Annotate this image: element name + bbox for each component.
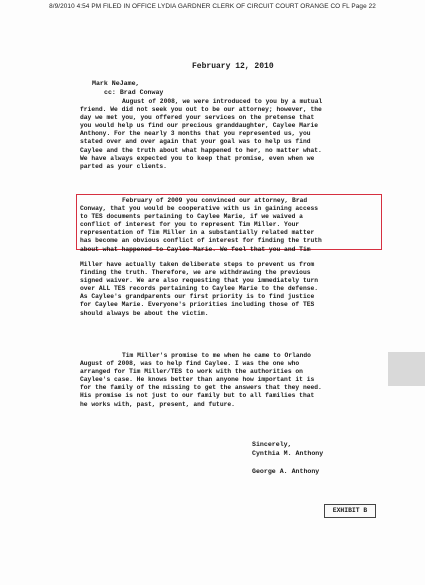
paragraph-line: Tim Miller's promise to me when he came to Orlando — [122, 352, 311, 359]
paragraph-line: Miller have actually taken deliberate steps to prevent us from — [80, 261, 315, 268]
paragraph-line: stated over and over again that your goal was to help us find — [80, 138, 311, 146]
paragraph-line: over ALL TES records pertaining to Caylee Marie to the defense. — [80, 285, 319, 293]
letter-cc: cc: Brad Conway — [104, 89, 164, 96]
paragraph-line: conflict of interest for you to represent Tim Miller. Your — [80, 221, 300, 229]
paragraph-line: Conway, that you would be cooperative with us in gaining access — [80, 205, 319, 213]
paragraph-line: finding the truth. Therefore, we are withdrawing the previous — [80, 269, 311, 277]
paragraph-line: As Caylee's grandparents our first priority is to find justice — [80, 293, 315, 301]
paragraph-4 — [80, 352, 380, 409]
paragraph-line: February of 2009 you convinced our attorney, Brad — [122, 197, 308, 204]
paragraph-line: Caylee's case. He knows better than anyone how important it is — [80, 376, 315, 384]
paragraph-line: arranged for Tim Miller/TES to work with the authorities on — [80, 368, 303, 376]
closing-salutation: Sincerely, — [252, 441, 292, 448]
scan-shadow — [388, 352, 425, 386]
paragraph-line: parted as your clients. — [80, 162, 167, 170]
paragraph-line: for Caylee Marie. Everyone's priorities including those of TES — [80, 301, 315, 309]
letter-date: February 12, 2010 — [192, 62, 274, 71]
paragraph-line: August of 2008, we were introduced to you by a mutual — [122, 98, 323, 105]
exhibit-label: EXHIBIT B — [324, 504, 376, 518]
paragraph-line: to TES documents pertaining to Caylee Marie, if we waived a — [80, 213, 303, 221]
paragraph-line: about what happened to Caylee Marie. We feel that you and Tim — [80, 245, 311, 253]
signer-cynthia: Cynthia M. Anthony — [252, 450, 324, 457]
paragraph-line: you would help us find our precious granddaughter, Caylee Marie — [80, 122, 319, 130]
paragraph-line: August of 2008, was to help find Caylee. I was the one who — [80, 360, 300, 368]
paragraph-line: representation of Tim Miller in a substantially related matter — [80, 229, 315, 237]
paragraph-line: signed waiver. We are also requesting that you immediately turn — [80, 277, 319, 285]
paragraph-line: We have always expected you to keep that promise, even when we — [80, 154, 315, 162]
paragraph-line: should always be about the victim. — [80, 309, 209, 317]
paragraph-line: friend. We did not seek you out to be our attorney; however, the — [80, 106, 322, 114]
paragraph-line: day we met you, you offered your services on the pretense that — [80, 114, 315, 122]
paragraph-1 — [80, 98, 380, 171]
filing-stamp: 8/9/2010 4:54 PM FILED IN OFFICE LYDIA GARDNER CLERK OF CIRCUIT COURT ORANGE CO FL Page 22 — [49, 3, 376, 10]
paragraph-3 — [80, 261, 380, 318]
paragraph-line: Anthony. For the nearly 3 months that you represented us, you — [80, 130, 311, 138]
paragraph-line: His promise is not just to our family but to all families that — [80, 392, 315, 400]
signer-george: George A. Anthony — [252, 468, 320, 475]
letter-addressee: Mark NeJame, — [92, 80, 140, 87]
paragraph-line: has become an obvious conflict of interest for finding the truth — [80, 237, 322, 245]
paragraph-line: for the family of the missing to get the answers that they need. — [80, 384, 322, 392]
paragraph-line: he works with, past, present, and future. — [80, 400, 235, 408]
paragraph-line: Caylee and the truth about what happened to her, no matter what. — [80, 146, 322, 154]
paragraph-2 — [80, 197, 380, 254]
